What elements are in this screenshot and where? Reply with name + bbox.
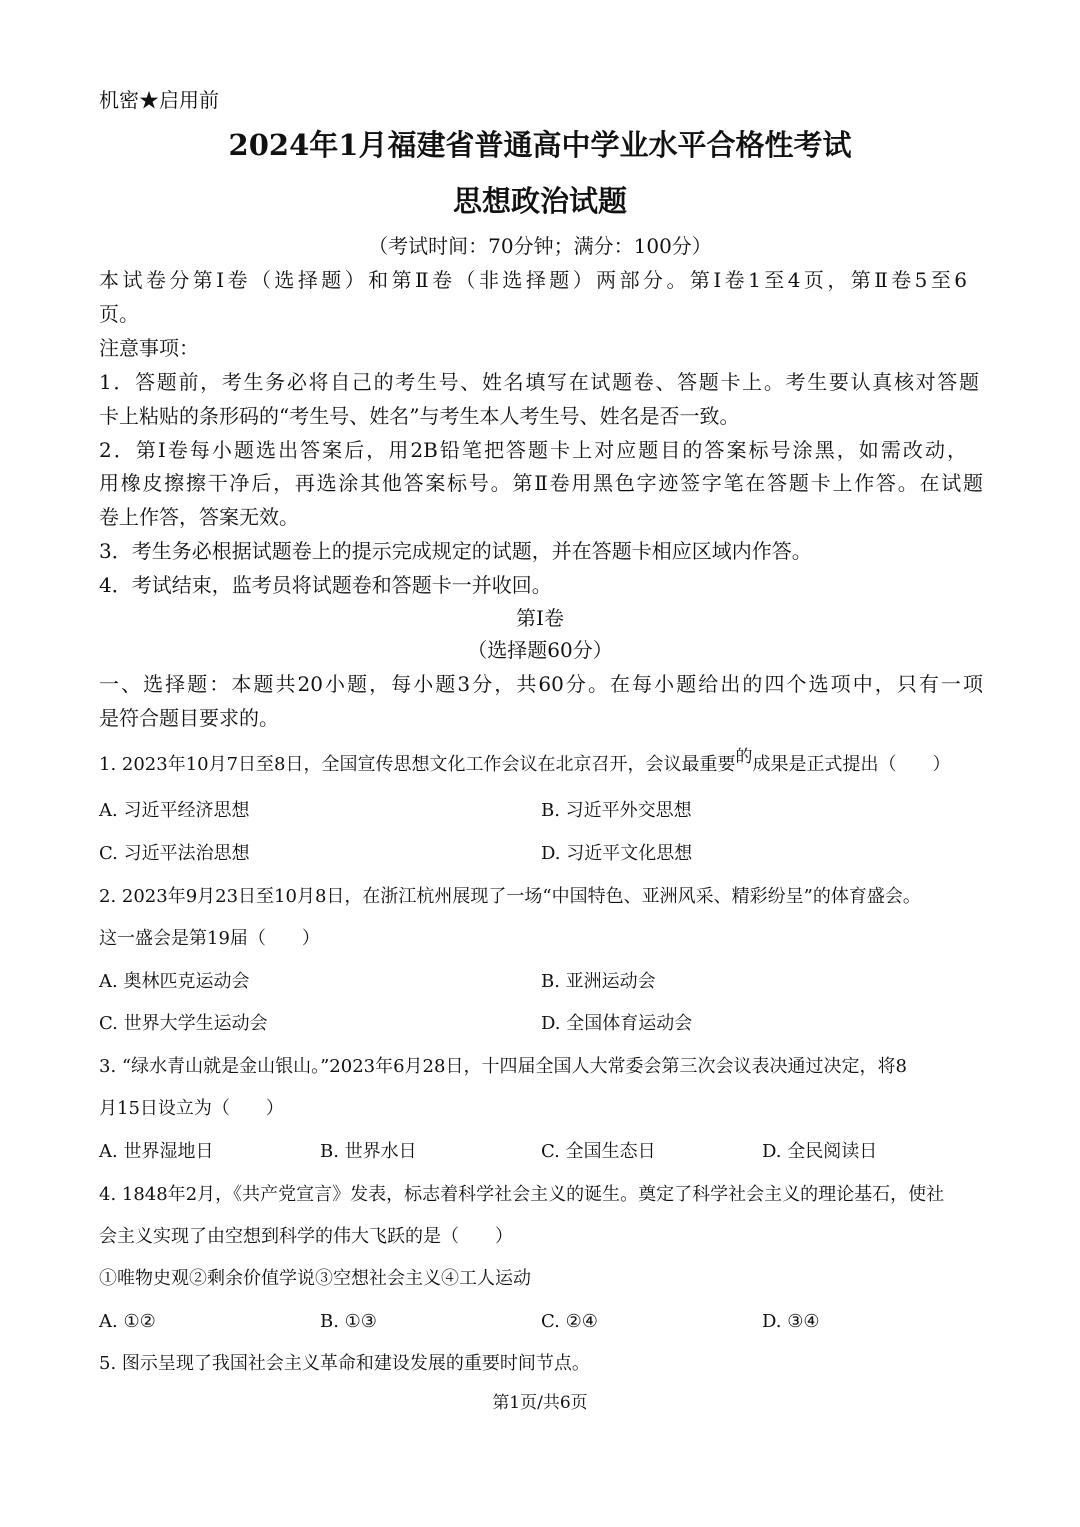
question-1-option-a: A. 习近平经济思想 bbox=[99, 800, 250, 821]
intro-line-2: 页。 bbox=[99, 302, 139, 326]
exam-subtitle: 思想政治试题 bbox=[452, 184, 627, 218]
question-3-option-a: A. 世界湿地日 bbox=[99, 1141, 214, 1162]
question-3-stem-line-1: 3. “绿水青山就是金山银山。”2023年6月28日，十四届全国人大常委会第三次会议表决通过决定，将8 bbox=[99, 1056, 907, 1077]
note-1-line-1: 1．答题前，考生务必将自己的考生号、姓名填写在试题卷、答题卡上。考生要认真核对答题 bbox=[99, 370, 979, 394]
question-1-option-b: B. 习近平外交思想 bbox=[541, 800, 692, 821]
question-3-option-c: C. 全国生态日 bbox=[541, 1141, 656, 1162]
question-3-option-d: D. 全民阅读日 bbox=[762, 1141, 878, 1162]
question-4-stem-line-2: 会主义实现了由空想到科学的伟大飞跃的是（ ） bbox=[99, 1226, 513, 1247]
question-1-option-d: D. 习近平文化思想 bbox=[541, 843, 693, 864]
note-2-line-3: 卷上作答，答案无效。 bbox=[99, 505, 299, 529]
question-2-option-b: B. 亚洲运动会 bbox=[541, 971, 656, 992]
question-1-stem bbox=[99, 747, 951, 776]
exam-title: 2024年1月福建省普通高中学业水平合格性考试 bbox=[228, 128, 852, 162]
question-1-stem-raised-char: 的 bbox=[735, 747, 753, 767]
question-3-stem-line-2: 月15日设立为（ ） bbox=[99, 1098, 284, 1119]
section-instructions-line-1: 一、选择题：本题共20小题，每小题3分，共60分。在每小题给出的四个选项中，只有一项 bbox=[99, 672, 983, 696]
question-4-option-b: B. ①③ bbox=[320, 1311, 377, 1332]
note-2-line-2: 用橡皮擦擦干净后，再选涂其他答案标号。第Ⅱ卷用黑色字迹签字笔在答题卡上作答。在试题 bbox=[99, 471, 983, 495]
note-4: 4．考试结束，监考员将试题卷和答题卡一并收回。 bbox=[99, 573, 552, 597]
section-instructions-line-2: 是符合题目要求的。 bbox=[99, 706, 279, 730]
question-2-stem-line-2: 这一盛会是第19届（ ） bbox=[99, 928, 320, 949]
intro-line-1: 本试卷分第Ⅰ卷（选择题）和第Ⅱ卷（非选择题）两部分。第Ⅰ卷1至4页，第Ⅱ卷5至6 bbox=[99, 268, 967, 292]
question-5-stem: 5. 图示呈现了我国社会主义革命和建设发展的重要时间节点。 bbox=[99, 1353, 590, 1374]
question-2-stem-line-1: 2. 2023年9月23日至10月8日，在浙江杭州展现了一场“中国特色、亚洲风采、精彩纷呈”的体育盛会。 bbox=[99, 886, 921, 907]
note-1-line-2: 卡上粘贴的条形码的“考生号、姓名”与考生本人考生号、姓名是否一致。 bbox=[99, 404, 740, 428]
notes-heading: 注意事项： bbox=[99, 336, 199, 360]
question-4-option-d: D. ③④ bbox=[762, 1311, 820, 1332]
question-1-stem-part-1: 1. 2023年10月7日至8日，全国宣传思想文化工作会议在北京召开，会议最重要 bbox=[99, 754, 736, 775]
exam-time-info: （考试时间：70分钟；满分：100分） bbox=[368, 234, 712, 258]
question-4-stem-line-1: 4. 1848年2月，《共产党宣言》发表，标志着科学社会主义的诞生。奠定了科学社会主义的理论基石，使社 bbox=[99, 1184, 945, 1205]
section-label: 第Ⅰ卷 bbox=[516, 606, 564, 630]
question-2-option-c: C. 世界大学生运动会 bbox=[99, 1013, 268, 1034]
question-4-option-a: A. ①② bbox=[99, 1311, 156, 1332]
question-3-option-b: B. 世界水日 bbox=[320, 1141, 417, 1162]
question-1-option-c: C. 习近平法治思想 bbox=[99, 843, 250, 864]
note-2-line-1: 2．第Ⅰ卷每小题选出答案后，用2B铅笔把答题卡上对应题目的答案标号涂黑，如需改动， bbox=[99, 438, 967, 462]
section-subtitle: （选择题60分） bbox=[467, 638, 613, 662]
question-2-option-a: A. 奥林匹克运动会 bbox=[99, 971, 250, 992]
note-3: 3．考生务必根据试题卷上的提示完成规定的试题，并在答题卡相应区域内作答。 bbox=[99, 539, 812, 563]
question-4-items: ①唯物史观②剩余价值学说③空想社会主义④工人运动 bbox=[99, 1268, 531, 1289]
question-4-option-c: C. ②④ bbox=[541, 1311, 598, 1332]
page-number-footer: 第1页/共6页 bbox=[492, 1393, 588, 1413]
confidential-mark: 机密★启用前 bbox=[99, 88, 219, 112]
question-2-option-d: D. 全国体育运动会 bbox=[541, 1013, 693, 1034]
question-1-stem-part-2: 成果是正式提出（ ） bbox=[752, 754, 951, 775]
